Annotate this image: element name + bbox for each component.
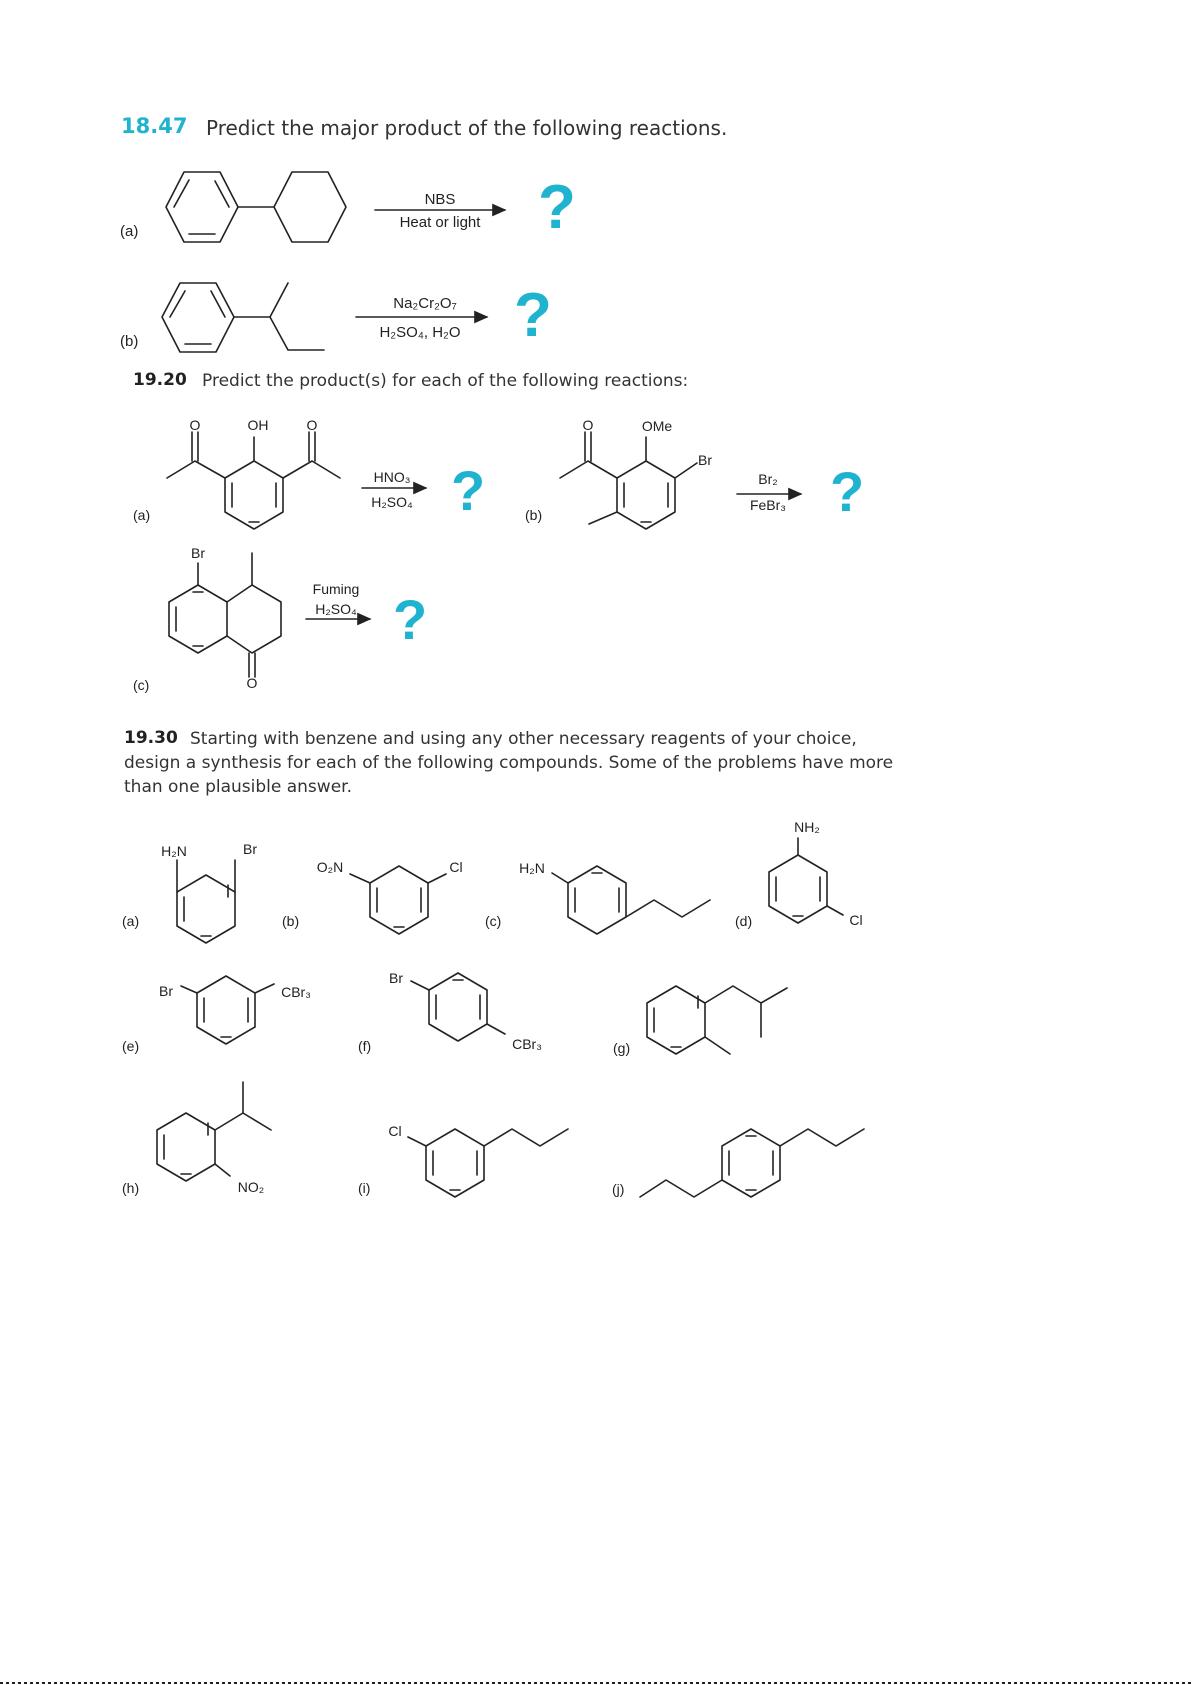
reagent-top: Fuming [312, 581, 360, 597]
question-mark: ? [830, 460, 865, 523]
compound-1930h [122, 1082, 271, 1196]
reaction-1847a [120, 172, 576, 242]
bromo-label: Br [191, 545, 205, 561]
part-label: (f) [358, 1038, 372, 1054]
tribromomethyl-label: CBr₃ [281, 984, 311, 1000]
compound-1930j [612, 1129, 864, 1197]
nitro-label: O₂N [316, 859, 344, 875]
part-label: (i) [358, 1180, 371, 1196]
reaction-1920b [525, 417, 864, 529]
chloro-label: Cl [849, 912, 863, 928]
phenylcyclohexane-structure [166, 172, 346, 242]
compound-1930g [613, 986, 787, 1056]
part-label: (g) [613, 1040, 631, 1056]
reagent-top: NBS [424, 191, 456, 208]
reagent-top: HNO₃ [373, 469, 411, 485]
part-label: (c) [485, 913, 502, 929]
methoxy-acetophenone-structure [560, 432, 697, 529]
part-label: (b) [282, 913, 300, 929]
reagent-top: Na₂Cr₂O₇ [393, 295, 457, 312]
bromo-label: Br [243, 841, 257, 857]
chloro-label: Cl [388, 1123, 402, 1139]
reagent-bottom: H₂SO₄ [315, 601, 357, 617]
compound-1930f [358, 970, 542, 1054]
ketone-oxygen: O [582, 417, 594, 433]
part-label: (a) [133, 507, 151, 523]
hydroxyl-label: OH [247, 417, 269, 433]
diacetylphenol-structure [167, 432, 340, 529]
part-label: (c) [133, 677, 150, 693]
reagent-bottom: FeBr₃ [749, 497, 787, 513]
reaction-1920c [133, 545, 427, 693]
question-mark: ? [538, 173, 576, 242]
compound-1930a [122, 841, 257, 943]
question-mark: ? [393, 588, 428, 651]
ketone-oxygen-right: O [306, 417, 318, 433]
part-label: (b) [120, 333, 139, 350]
compound-1930b [282, 859, 463, 934]
reagent-top: Br₂ [758, 471, 778, 487]
compound-1930i [358, 1123, 568, 1197]
ketone-oxygen: O [246, 675, 258, 691]
part-label: (d) [735, 913, 753, 929]
problem-prompt-1847: Predict the major product of the following reactions. [206, 116, 728, 140]
compound-1930c [485, 860, 710, 934]
bromo-label: Br [159, 983, 173, 999]
compound-1930d [735, 819, 863, 929]
reagent-bottom: H₂SO₄, H₂O [379, 324, 461, 341]
part-label: (a) [122, 913, 140, 929]
ketone-oxygen-left: O [189, 417, 201, 433]
problem-prompt-1920: Predict the product(s) for each of the following reactions: [202, 371, 689, 391]
problem-prompt-1930-line2: design a synthesis for each of the following compounds. Some of the problems have more [124, 753, 894, 773]
tribromomethyl-label: CBr₃ [512, 1036, 542, 1052]
compound-1930e [122, 976, 311, 1054]
bromo-label: Br [698, 452, 712, 468]
reagent-bottom: Heat or light [399, 214, 481, 231]
reagent-bottom: H₂SO₄ [371, 494, 413, 510]
bromo-tetralone-structure [169, 553, 281, 677]
reaction-1847b [120, 281, 552, 352]
problem-number-1930: 19.30 [124, 728, 178, 748]
problem-prompt-1930-line3: than one plausible answer. [124, 777, 352, 797]
reaction-1920a [133, 417, 485, 529]
nitro-label: NO₂ [237, 1179, 265, 1195]
chloro-label: Cl [449, 859, 463, 875]
part-label: (j) [612, 1181, 625, 1197]
part-label: (b) [525, 507, 543, 523]
bromo-label: Br [389, 970, 403, 986]
problem-prompt-1930-line1: Starting with benzene and using any other necessary reagents of your choice, [190, 729, 857, 749]
amino-label: H₂N [161, 843, 187, 859]
sec-butylbenzene-structure [162, 283, 324, 352]
question-mark: ? [514, 281, 552, 350]
question-mark: ? [451, 459, 486, 522]
methoxy-label: OMe [641, 418, 673, 434]
amino-label: NH₂ [794, 819, 820, 835]
problem-number-1847: 18.47 [121, 114, 188, 138]
problem-number-1920: 19.20 [133, 370, 187, 390]
part-label: (a) [120, 223, 139, 240]
part-label: (h) [122, 1180, 140, 1196]
amino-label: H₂N [519, 860, 545, 876]
part-label: (e) [122, 1038, 140, 1054]
